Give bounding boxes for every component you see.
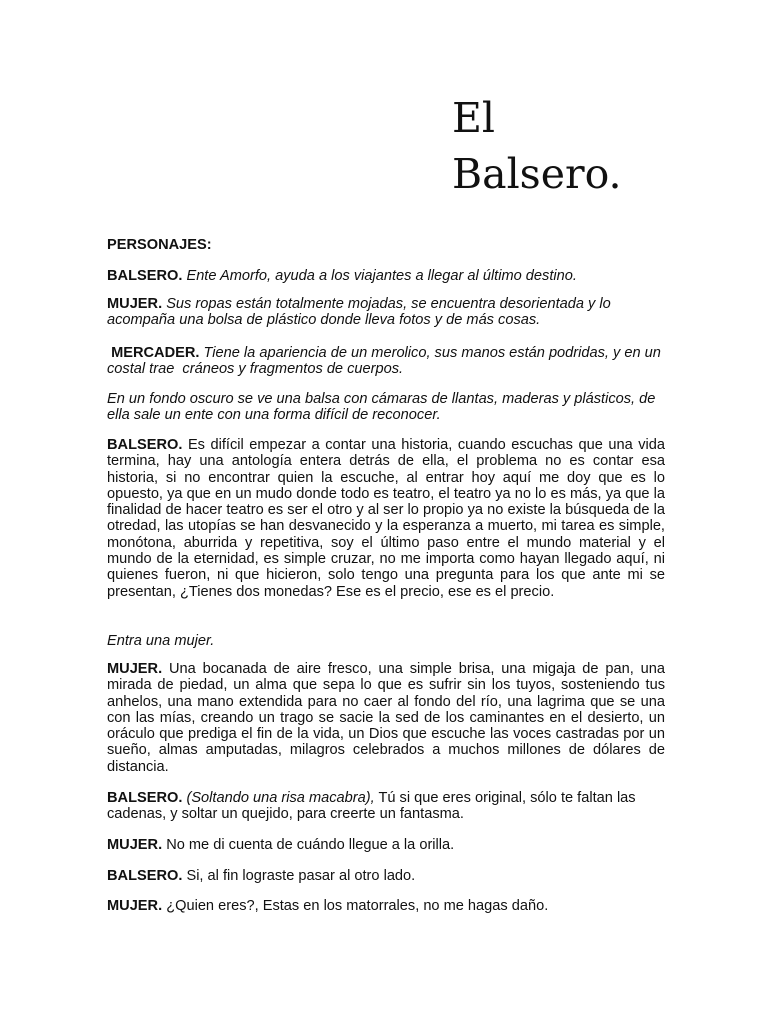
stage-direction-text: Entra una mujer. [107,633,215,649]
speaker: MUJER. [107,837,163,853]
character-name: BALSERO. [107,268,183,284]
stage-direction [107,633,665,649]
dialogue-mujer [107,837,665,853]
speaker: BALSERO. [107,790,183,806]
stage-direction-text: En un fondo oscuro se ve una balsa con cámaras de llantas, maderas y plásticos, de ella sale un ente con una forma difícil de reconocer. [107,391,656,424]
character-balsero [107,268,665,284]
dialogue-text: Es difícil empezar a contar una historia, cuando escuchas que una vida termina, hay una antología entera detrás de ella, el problema no es contar esa historia, si no encontrar quien la escuche, al entrar hoy aquí me doy que es lo opuesto, ya que en un mudo donde todo es teatro, el teatro ya no lo es más, ya que la finalidad de hacer teatro es ser el otro y al ser lo propio ya no existe la búsqueda de la otredad, las utopías se han desvanecido y la esperanza a muerto, mi tarea es simple, monótona, aburrida y repetitiva, soy el último paso entre el mundo material y el mundo de la eternidad, es simple cruzar, no me importa como hayan llegado aquí, ni quienes fueron, ni que hicieron, solo tengo una pregunta para los que ante mi se presentan, ¿Tienes dos monedas? Ese es el precio, ese es el precio. [107,437,665,600]
aside: (Soltando una risa macabra), [182,790,375,806]
dialogue-mujer [107,661,665,775]
speaker: MUJER. [107,898,163,914]
dialogue-mujer [107,898,665,914]
speaker: BALSERO. [107,437,183,453]
document-title [452,90,622,202]
character-mercader [107,345,665,378]
personajes-heading [107,237,665,253]
title-line-2: Balsero. [452,150,622,198]
heading-text: PERSONAJES: [107,237,212,253]
dialogue-balsero [107,790,665,823]
character-description: Sus ropas están totalmente mojadas, se encuentra desorientada y lo acompaña una bolsa de plástico donde lleva fotos y de más cosas. [107,296,611,329]
character-name: MERCADER. [107,345,200,361]
title-line-1: El [452,94,496,142]
dialogue-balsero [107,437,665,600]
speaker: MUJER. [107,661,163,677]
dialogue-text: Tú si que eres original, sólo te faltan las cadenas, y soltar un quejido, para creerte un fantasma. [107,790,636,823]
speaker: BALSERO. [107,868,183,884]
character-name: MUJER. [107,296,163,312]
character-description: Ente Amorfo, ayuda a los viajantes a llegar al último destino. [182,268,577,284]
character-mujer [107,296,665,329]
dialogue-text: ¿Quien eres?, Estas en los matorrales, no me hagas daño. [162,898,549,914]
stage-direction [107,391,665,424]
dialogue-text: No me di cuenta de cuándo llegue a la orilla. [162,837,455,853]
dialogue-text: Una bocanada de aire fresco, una simple brisa, una migaja de pan, una mirada de piedad, un alma que sepa lo que es sufrir sin los tuyos, sosteniendo tus anhelos, una mano extendida para no caer al fondo del río, una lagrima que se una con las mías, creando un trago se sacie la sed de los caminantes en el desierto, un oráculo que prediga el fin de la vida, un Dios que escuche las voces castradas por un sueño, almas amputadas, milagros celebrados a muchos millones de dólares de distancia. [107,661,665,775]
dialogue-balsero [107,868,665,884]
dialogue-text: Si, al fin lograste pasar al otro lado. [182,868,416,884]
character-description: Tiene la apariencia de un merolico, sus manos están podridas, y en un costal trae cráneos y fragmentos de cuerpos. [107,345,665,378]
